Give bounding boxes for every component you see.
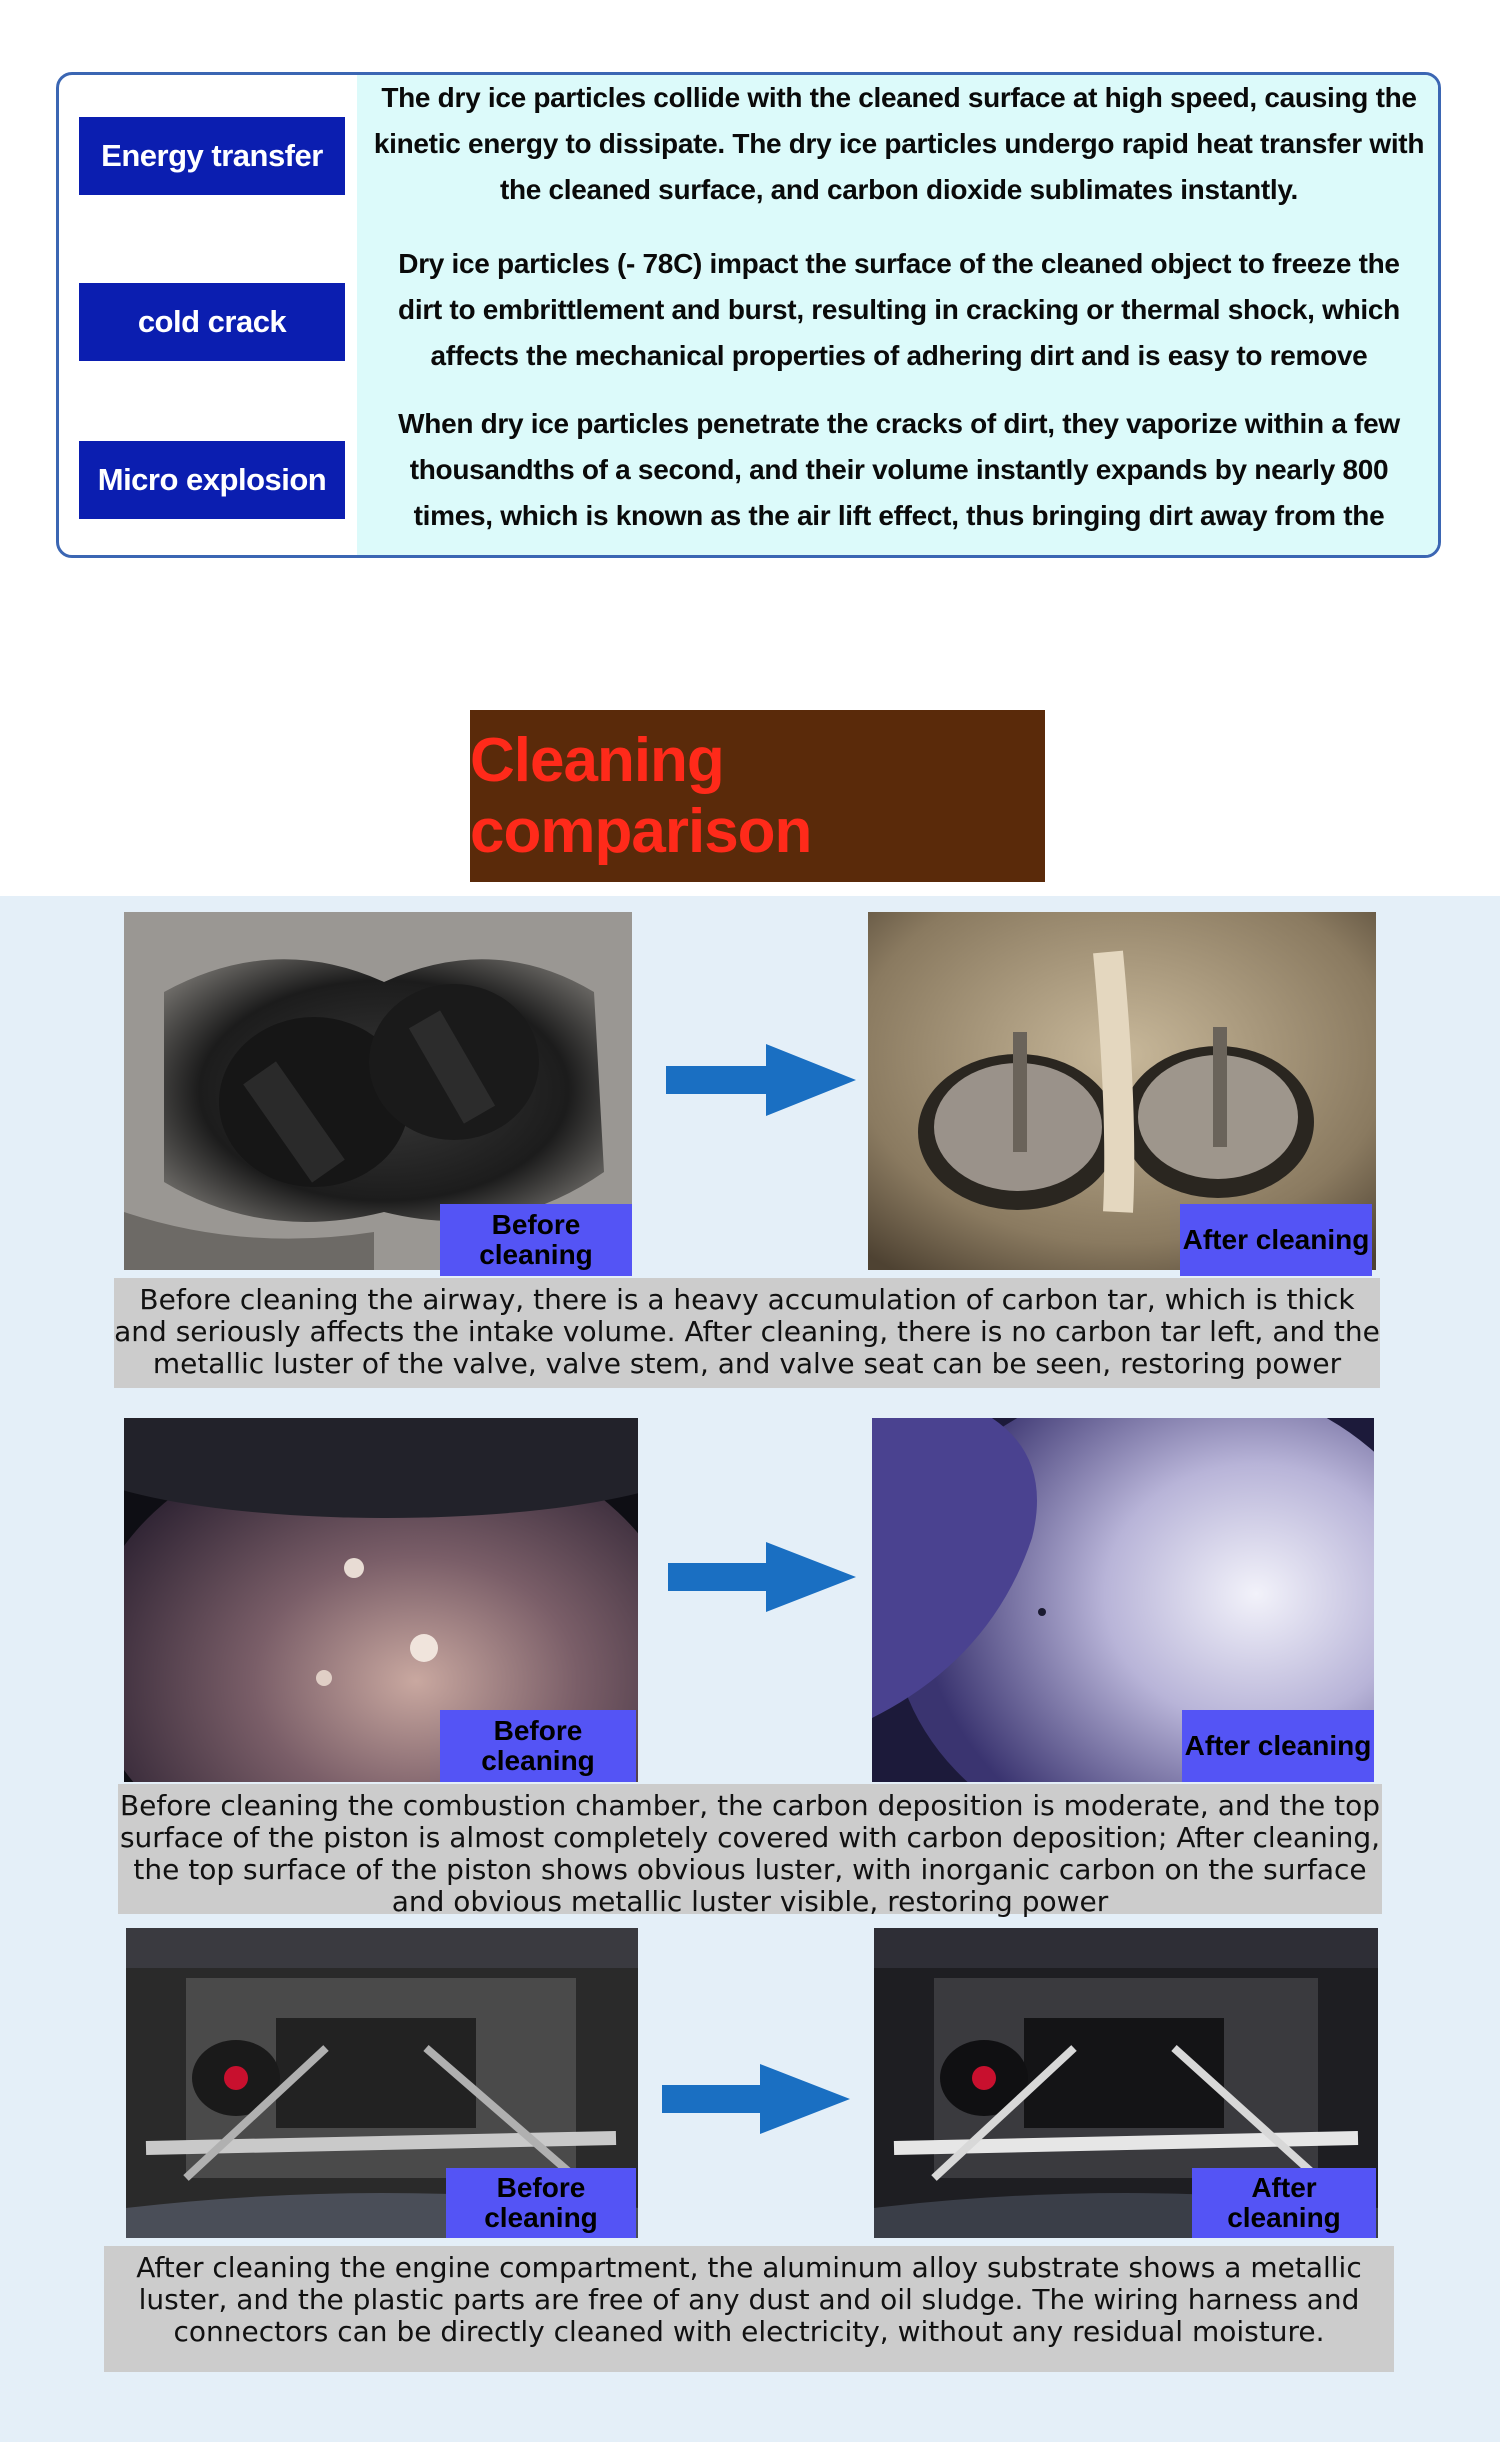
caption-combustion-chamber: Before cleaning the combustion chamber, the carbon deposition is moderate, and the top surface of the piston is almost completely covered with carbon deposition; After cleaning, the top surface of the piston shows obvious luster, with inorganic carbon on the surface and obvious metallic luster visible, restoring power xyxy=(118,1784,1382,1914)
tag-before-cleaning-2: Before cleaning xyxy=(440,1710,636,1782)
section-title: Cleaning comparison xyxy=(470,726,812,866)
text-cold-crack: Dry ice particles (- 78C) impact the surface of the cleaned object to freeze the dirt to embrittlement and burst, resulting in cracking or thermal shock, which affects the mechanical properties of adhering dirt and is easy to remove xyxy=(398,248,1400,371)
text-energy-transfer: The dry ice particles collide with the cleaned surface at high speed, causing the kinetic energy to dissipate. The dry ice particles undergo rapid heat transfer with the cleaned surface, and carbon dioxide sublimates instantly. xyxy=(373,82,1425,205)
label-energy-transfer: Energy transfer xyxy=(79,117,345,195)
label-cold-crack: cold crack xyxy=(79,283,345,361)
tag-after-cleaning-2: After cleaning xyxy=(1182,1710,1374,1782)
tag-after-cleaning-3: After cleaning xyxy=(1192,2168,1376,2238)
principles-box xyxy=(56,72,1441,558)
label-micro-explosion: Micro explosion xyxy=(79,441,345,519)
arrow-right-icon xyxy=(666,1044,856,1116)
tag-before-cleaning-3: Before cleaning xyxy=(446,2168,636,2238)
tag-before-cleaning-1: Before cleaning xyxy=(440,1204,632,1276)
arrow-right-icon-2 xyxy=(668,1542,856,1612)
tag-after-cleaning-1: After cleaning xyxy=(1180,1204,1372,1276)
section-title-box xyxy=(470,710,1045,882)
caption-engine-compartment: After cleaning the engine compartment, the aluminum alloy substrate shows a metallic luster, and the plastic parts are free of any dust and oil sludge. The wiring harness and connectors can be directly cleaned with electricity, without any residual moisture. xyxy=(104,2246,1394,2372)
arrow-right-icon-3 xyxy=(662,2064,850,2134)
caption-airway: Before cleaning the airway, there is a heavy accumulation of carbon tar, which is thick and seriously affects the intake volume. After cleaning, there is no carbon tar left, and the metallic luster of the valve, valve stem, and valve seat can be seen, restoring power xyxy=(114,1278,1380,1388)
text-micro-explosion: When dry ice particles penetrate the cracks of dirt, they vaporize within a few thousandths of a second, and their volume instantly expands by nearly 800 times, which is known as the air lift effect, thus bringing dirt away from the xyxy=(398,408,1400,531)
